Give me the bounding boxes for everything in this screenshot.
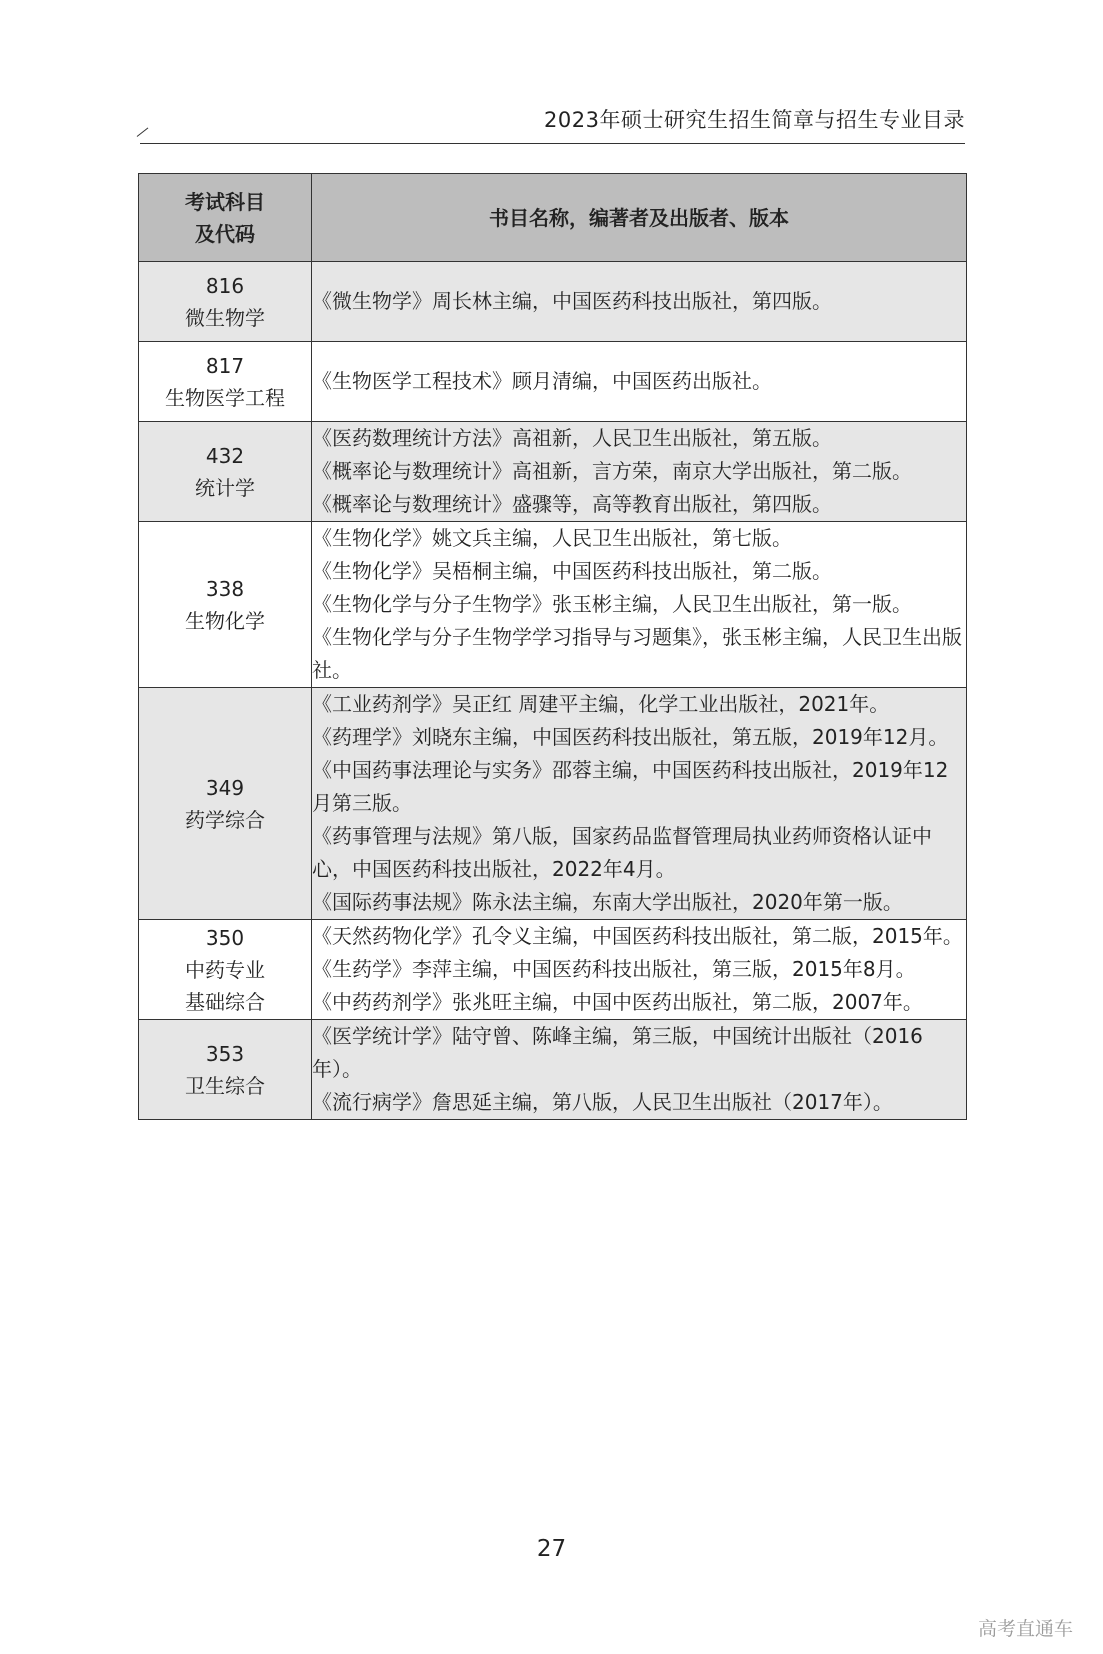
- header-subject-column: [139, 174, 312, 262]
- table-row: [139, 522, 967, 688]
- subject-code: 338: [205, 576, 245, 601]
- book-entry: 《工业药剂学》吴正红 周建平主编，化学工业出版社，2021年。: [312, 692, 890, 716]
- book-entry: 《生物化学与分子生物学学习指导与习题集》，张玉彬主编，人民卫生出版社。: [312, 625, 962, 682]
- subject-code: 350: [205, 925, 245, 950]
- books-cell: [312, 422, 967, 522]
- subject-name: 生物化学: [185, 608, 265, 633]
- book-entry: 《微生物学》周长林主编，中国医药科技出版社，第四版。: [312, 289, 832, 313]
- table-row: [139, 342, 967, 422]
- books-cell: [312, 262, 967, 342]
- subject-cell: [139, 688, 312, 920]
- book-entry: 《生物医学工程技术》顾月清编，中国医药出版社。: [312, 369, 772, 393]
- book-entry: 《流行病学》詹思延主编，第八版，人民卫生出版社（2017年）。: [312, 1090, 893, 1114]
- subject-code: 816: [205, 273, 245, 298]
- books-cell: [312, 342, 967, 422]
- subject-cell: [139, 262, 312, 342]
- book-entry: 《中国药事法理论与实务》邵蓉主编，中国医药科技出版社，2019年12月第三版。: [312, 758, 949, 815]
- header-books-column: 书目名称，编著者及出版者、版本: [312, 174, 967, 262]
- book-entry: 《国际药事法规》陈永法主编，东南大学出版社，2020年第一版。: [312, 890, 903, 914]
- reference-books-table: [138, 173, 967, 1120]
- subject-cell: [139, 1020, 312, 1120]
- document-header-title: 2023年硕士研究生招生简章与招生专业目录: [544, 108, 965, 132]
- subject-cell: [139, 522, 312, 688]
- book-entry: 《生物化学》吴梧桐主编，中国医药科技出版社，第二版。: [312, 559, 832, 583]
- table-row: [139, 422, 967, 522]
- subject-code: 353: [205, 1041, 245, 1066]
- header-subject-line: 考试科目: [185, 189, 265, 214]
- table-header-row: [139, 174, 967, 262]
- header-rule: [140, 143, 965, 144]
- subject-name: 统计学: [195, 475, 255, 500]
- table-row: [139, 262, 967, 342]
- subject-code: 349: [205, 775, 245, 800]
- page-number: 27: [536, 1536, 567, 1562]
- table-row: [139, 920, 967, 1020]
- book-entry: 《生物化学与分子生物学》张玉彬主编，人民卫生出版社，第一版。: [312, 592, 912, 616]
- subject-name: 微生物学: [185, 305, 265, 330]
- books-cell: [312, 688, 967, 920]
- subject-cell: [139, 920, 312, 1020]
- watermark-text: 高考直通车: [977, 1618, 1073, 1640]
- book-entry: 《生物化学》姚文兵主编，人民卫生出版社，第七版。: [312, 526, 792, 550]
- book-entry: 《生药学》李萍主编，中国医药科技出版社，第三版，2015年8月。: [312, 957, 916, 981]
- books-cell: [312, 920, 967, 1020]
- book-entry: 《概率论与数理统计》高祖新，言方荣，南京大学出版社，第二版。: [312, 459, 912, 483]
- subject-name: 基础综合: [185, 989, 265, 1014]
- books-cell: [312, 522, 967, 688]
- book-entry: 《医药数理统计方法》高祖新，人民卫生出版社，第五版。: [312, 426, 832, 450]
- subject-name: 中药专业: [185, 957, 265, 982]
- header-subject-line: 及代码: [195, 221, 255, 246]
- subject-code: 432: [205, 443, 245, 468]
- book-entry: 《药理学》刘晓东主编，中国医药科技出版社，第五版，2019年12月。: [312, 725, 949, 749]
- subject-cell: [139, 422, 312, 522]
- book-entry: 《天然药物化学》孔令义主编，中国医药科技出版社，第二版，2015年。: [312, 924, 963, 948]
- book-entry: 《药事管理与法规》第八版，国家药品监督管理局执业药师资格认证中心，中国医药科技出版社，2022年4月。: [312, 824, 932, 881]
- table-row: [139, 1020, 967, 1120]
- header-slash-mark: [137, 127, 149, 136]
- book-entry: 《医学统计学》陆守曾、陈峰主编，第三版，中国统计出版社（2016年）。: [312, 1024, 923, 1081]
- subject-name: 生物医学工程: [165, 385, 285, 410]
- book-entry: 《中药药剂学》张兆旺主编，中国中医药出版社，第二版，2007年。: [312, 990, 923, 1014]
- subject-cell: [139, 342, 312, 422]
- table-row: [139, 688, 967, 920]
- book-entry: 《概率论与数理统计》盛骤等，高等教育出版社，第四版。: [312, 492, 832, 516]
- subject-code: 817: [205, 353, 245, 378]
- subject-name: 卫生综合: [185, 1073, 265, 1098]
- subject-name: 药学综合: [185, 807, 265, 832]
- books-cell: [312, 1020, 967, 1120]
